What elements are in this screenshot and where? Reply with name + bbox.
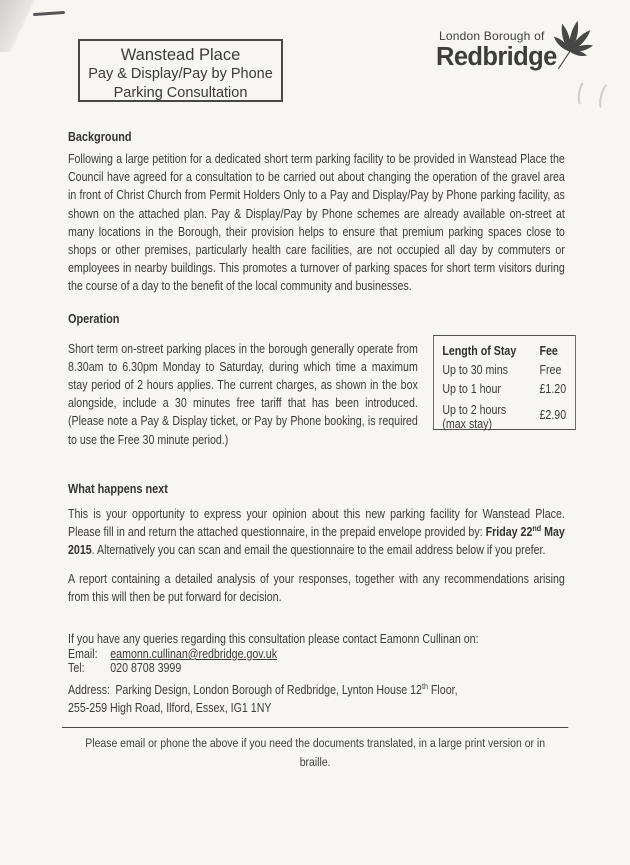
fee-row-stay: Up to 30 mins <box>442 362 508 377</box>
background-paragraph: Following a large petition for a dedicated short term parking facility to be provided in Wanstead Place the Council have agreed for a consultation to be carried out about changing the operation of the gravel area in front of Christ Church from Permit Holders Only to a Pay and Display/Pay by Phone parking facility, as shown on the attached plan. Pay & Display/Pay by Phone schemes are already available on-street at many locations in the Borough, their provision helps to ensure that premium parking spaces close to shops or other premises, particularly health care facilities, are not occupied all day by commuters or employees in nearby buildings. This promotes a turnover of parking spaces for short term visitors during the course of a day to the benefit of the local community and businesses. <box>68 152 565 294</box>
title-line-1: Wanstead Place <box>120 46 241 64</box>
email-label: Email: <box>68 647 98 662</box>
fee-row-stay-note: (max stay) <box>442 417 493 432</box>
translation-note: Please email or phone the above if you need the documents translated, in a large print version or in braille. <box>85 735 546 770</box>
address-label: Address: <box>68 682 110 697</box>
fee-row-stay: Up to 2 hours (max stay) <box>442 400 539 432</box>
deadline-date: Friday 22 <box>485 524 533 539</box>
contact-tel-line <box>68 661 565 675</box>
letter-body <box>68 120 565 773</box>
tel-label: Tel: <box>68 661 85 676</box>
operation-row <box>68 334 565 468</box>
report-paragraph: A report containing a detailed analysis of your responses, together with any recommendations arising from this will then be put forward for decision. <box>68 572 565 605</box>
fee-table-header-fee: Fee <box>539 343 558 358</box>
operation-heading: Operation <box>68 310 120 326</box>
what-happens-next-heading: What happens next <box>68 480 168 496</box>
contact-block <box>68 632 565 718</box>
consultation-title-box <box>78 39 283 102</box>
what-next-paragraph <box>68 505 565 560</box>
fee-row-fee: Free <box>539 362 562 377</box>
contact-address-line2: 255-259 High Road, Ilford, Essex, IG1 1NY <box>68 701 272 716</box>
floor-ordinal-suffix: th <box>421 680 428 691</box>
fee-table-header-stay: Length of Stay <box>442 343 517 358</box>
background-heading: Background <box>68 129 132 144</box>
fee-row-stay: Up to 1 hour <box>442 382 501 397</box>
title-line-3: Parking Consultation <box>113 85 248 101</box>
date-ordinal-suffix: nd <box>532 522 542 533</box>
what-next-text: This is your opportunity to express your opinion about this new parking facility for Wanstead Place. Please fill in and return the attached questionnaire, in the prepaid envelope provided by: <box>68 506 565 539</box>
what-next-text: . Alternatively you can scan and email the questionnaire to the email address below if you prefer. <box>91 543 546 558</box>
fee-table <box>433 335 576 430</box>
email-address: eamonn.cullinan@redbridge.gov.uk <box>110 647 278 662</box>
horse-chestnut-leaf-icon <box>538 12 602 101</box>
deadline-date: May 2015 <box>68 524 565 558</box>
contact-address-line1: Address: Parking Design, London Borough of Redbridge, Lynton House 12th Floor, <box>68 681 565 700</box>
tel-number: 020 8708 3999 <box>110 661 182 676</box>
contact-email-line <box>68 647 565 661</box>
fee-row-fee: £1.20 <box>539 382 567 397</box>
contact-intro: If you have any queries regarding this consultation please contact Eamonn Cullinan on: <box>68 631 479 646</box>
logo-borough-text: London Borough of <box>439 29 545 43</box>
title-line-2: Pay & Display/Pay by Phone <box>88 66 273 82</box>
scan-corner-shade <box>0 0 62 52</box>
operation-paragraph: Short term on-street parking places in the borough generally operate from 8.30am to 6.30pm Monday to Saturday, during which time a maximum stay period of 2 hours applies. The current charges, as shown in the box alongside, include a 30 minutes free tariff that has been introduced. (Please note a Pay & Display ticket, or Pay by Phone booking, is required to use the Free 30 minute period.) <box>68 341 418 447</box>
logo-name-text: Redbridge <box>436 43 557 71</box>
fee-row-fee: £2.90 <box>539 407 567 422</box>
footer-note-box <box>62 727 568 773</box>
